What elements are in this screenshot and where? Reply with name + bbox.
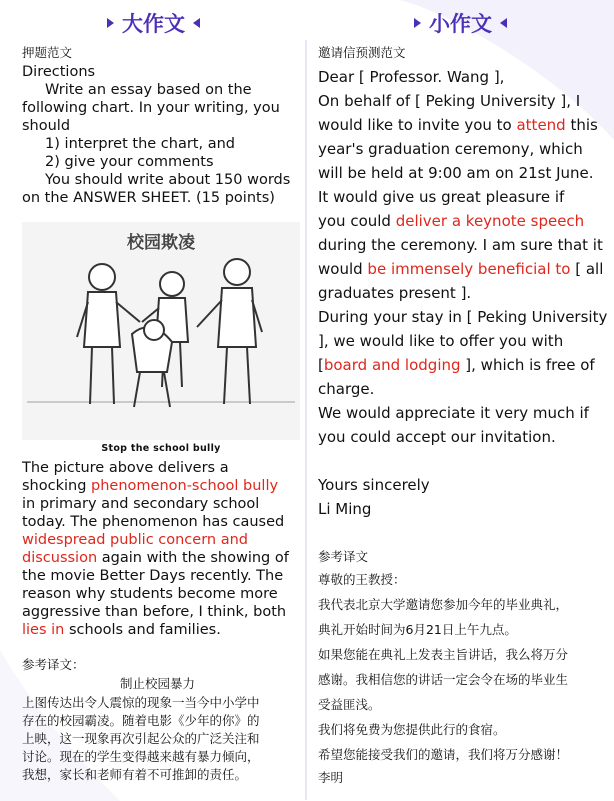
essay-line: in primary and secondary school (22, 496, 260, 512)
directions-line: on the ANSWER SHEET. (15 points) (22, 190, 275, 206)
letter-line: will be held at 9:00 am on 21st June. (318, 164, 594, 182)
translation-line: 李明 (318, 770, 344, 785)
illustration-caption: Stop the school bully (101, 443, 221, 454)
essay-line: aggressive than before, I think, both (22, 604, 287, 620)
letter-closing: Yours sincerely (318, 476, 430, 494)
letter-line: It would give us great pleasure if (318, 188, 565, 206)
left-translation-label: 参考译文： (22, 657, 85, 672)
illustration-title: 校园欺凌 (127, 233, 195, 253)
triangle-right-icon (107, 18, 114, 28)
cartoon-drawing (22, 222, 300, 440)
letter-line: year's graduation ceremony, which (318, 140, 583, 158)
triangle-left-icon (193, 18, 200, 28)
highlight-phrase: be immensely beneficial to (367, 260, 571, 278)
triangle-right-icon (414, 18, 421, 28)
left-translation-title: 制止校园暴力 (120, 676, 196, 691)
letter-line: would like to invite you to attend this (318, 116, 598, 134)
directions-line: following chart. In your writing, you (22, 100, 280, 116)
essay-line: discussion again with the showing of (22, 550, 289, 566)
highlight-phrase: phenomenon-school bully (91, 478, 279, 494)
essay-line: The picture above delivers a (22, 460, 229, 476)
directions-line: 1) interpret the chart, and (22, 136, 235, 152)
translation-line: 感谢。我相信您的讲话一定会令在场的毕业生 (318, 672, 569, 687)
right-heading-text: 小作文 (429, 12, 492, 36)
directions-line: 2) give your comments (22, 154, 214, 170)
column-divider (305, 40, 307, 800)
translation-line: 受益匪浅。 (318, 697, 381, 712)
left-section-label: 押题范文 (22, 45, 73, 60)
right-section-label: 邀请信预测范文 (318, 45, 406, 60)
letter-line: On behalf of [ Peking University ], I (318, 92, 581, 110)
directions-title: Directions (22, 64, 96, 80)
school-bully-illustration (22, 222, 300, 440)
highlight-phrase: deliver a keynote speech (395, 212, 585, 230)
translation-line: 尊敬的王教授： (318, 572, 406, 587)
translation-line: 存在的校园霸凌。随着电影《少年的你》的 (22, 713, 260, 728)
highlight-phrase: lies in (22, 622, 65, 638)
highlight-phrase: widespread public concern and (22, 532, 248, 548)
highlight-phrase: board and lodging (323, 356, 461, 374)
essay-line: today. The phenomenon has caused (22, 514, 285, 530)
left-heading (0, 8, 307, 38)
essay-line: shocking phenomenon-school bully (22, 478, 279, 494)
essay-line: reason why students become more (22, 586, 278, 602)
translation-line: 讨论。现在的学生变得越来越有暴力倾向， (22, 749, 260, 764)
translation-line: 上图传达出令人震惊的现象一当今中小学中 (22, 695, 260, 710)
translation-line: 我想，家长和老师有着不可推卸的责任。 (22, 767, 248, 782)
essay-line: the movie Better Days recently. The (22, 568, 284, 584)
translation-line: 我们将免费为您提供此行的食宿。 (318, 722, 506, 737)
letter-line: you could accept our invitation. (318, 428, 556, 446)
letter-line: Dear [ Professor. Wang ], (318, 68, 505, 86)
essay-line: lies in schools and families. (22, 622, 221, 638)
highlight-phrase: discussion (22, 550, 98, 566)
translation-line: 我代表北京大学邀请您参加今年的毕业典礼， (318, 597, 569, 612)
right-translation-label: 参考译文 (318, 549, 369, 564)
letter-line: charge. (318, 380, 375, 398)
directions-line: Write an essay based on the (22, 82, 252, 98)
translation-line: 典礼开始时间为6月21日上午九点。 (318, 622, 517, 637)
letter-line: graduates present ]. (318, 284, 472, 302)
directions-line: You should write about 150 words (22, 172, 291, 188)
translation-line: 希望您能接受我们的邀请，我们将万分感谢！ (318, 747, 569, 762)
triangle-left-icon (500, 18, 507, 28)
left-heading-text: 大作文 (122, 12, 185, 36)
highlight-phrase: attend (516, 116, 566, 134)
letter-line: We would appreciate it very much if (318, 404, 589, 422)
right-heading (307, 8, 614, 38)
letter-line: you could deliver a keynote speech (318, 212, 585, 230)
letter-line: During your stay in [ Peking University (318, 308, 608, 326)
directions-line: should (22, 118, 71, 134)
translation-line: 上映，这一现象再次引起公众的广泛关注和 (22, 731, 260, 746)
letter-signature: Li Ming (318, 500, 372, 518)
letter-line: would be immensely beneficial to [ all (318, 260, 604, 278)
letter-line: ], we would like to offer you with (318, 332, 564, 350)
letter-line: during the ceremony. I am sure that it (318, 236, 603, 254)
letter-line: [board and lodging ], which is free of (318, 356, 595, 374)
translation-line: 如果您能在典礼上发表主旨讲话，我么将万分 (318, 647, 569, 662)
